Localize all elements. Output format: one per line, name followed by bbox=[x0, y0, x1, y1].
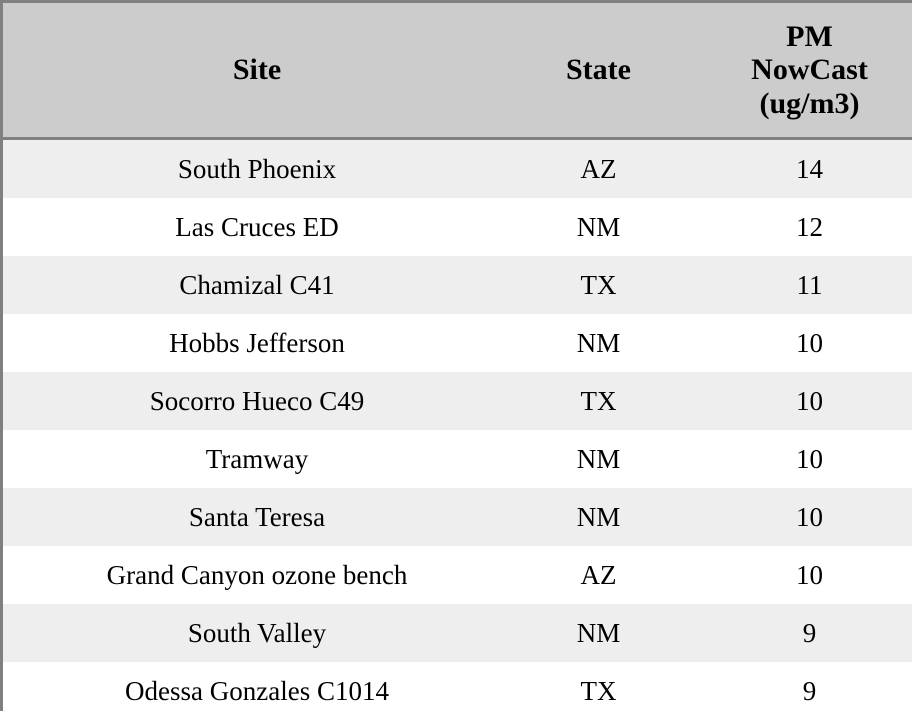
cell-site: Chamizal C41 bbox=[3, 256, 511, 314]
cell-state: TX bbox=[511, 372, 686, 430]
column-header-pm-nowcast-line3: (ug/m3) bbox=[690, 87, 912, 121]
column-header-pm-nowcast-line1: PM bbox=[690, 20, 912, 54]
cell-state: TX bbox=[511, 662, 686, 720]
table-header-row bbox=[3, 3, 912, 139]
cell-value: 10 bbox=[686, 546, 912, 604]
cell-state: NM bbox=[511, 430, 686, 488]
table-row bbox=[3, 372, 912, 430]
cell-site: South Phoenix bbox=[3, 139, 511, 199]
column-header-state-label: State bbox=[566, 53, 631, 86]
cell-site: Santa Teresa bbox=[3, 488, 511, 546]
cell-value: 9 bbox=[686, 662, 912, 720]
column-header-site bbox=[3, 3, 511, 139]
column-header-site-label: Site bbox=[233, 53, 281, 86]
cell-value: 10 bbox=[686, 430, 912, 488]
table-row bbox=[3, 430, 912, 488]
cell-state: NM bbox=[511, 198, 686, 256]
cell-value: 10 bbox=[686, 314, 912, 372]
column-header-pm-nowcast-line2: NowCast bbox=[690, 53, 912, 87]
cell-state: AZ bbox=[511, 546, 686, 604]
table-row bbox=[3, 488, 912, 546]
cell-site: Socorro Hueco C49 bbox=[3, 372, 511, 430]
air-quality-table bbox=[3, 3, 912, 720]
cell-value: 14 bbox=[686, 139, 912, 199]
table-body bbox=[3, 139, 912, 720]
cell-state: NM bbox=[511, 604, 686, 662]
cell-value: 9 bbox=[686, 604, 912, 662]
cell-site: Grand Canyon ozone bench bbox=[3, 546, 511, 604]
cell-state: AZ bbox=[511, 139, 686, 199]
table-row bbox=[3, 139, 912, 199]
cell-site: Las Cruces ED bbox=[3, 198, 511, 256]
cell-value: 10 bbox=[686, 488, 912, 546]
cell-state: NM bbox=[511, 314, 686, 372]
cell-value: 11 bbox=[686, 256, 912, 314]
cell-site: Tramway bbox=[3, 430, 511, 488]
cell-site: South Valley bbox=[3, 604, 511, 662]
cell-state: TX bbox=[511, 256, 686, 314]
table-row bbox=[3, 256, 912, 314]
cell-value: 12 bbox=[686, 198, 912, 256]
cell-value: 10 bbox=[686, 372, 912, 430]
cell-site: Hobbs Jefferson bbox=[3, 314, 511, 372]
table-row bbox=[3, 314, 912, 372]
table-header bbox=[3, 3, 912, 139]
table-row bbox=[3, 546, 912, 604]
column-header-pm-nowcast bbox=[686, 3, 912, 139]
table-row bbox=[3, 662, 912, 720]
cell-state: NM bbox=[511, 488, 686, 546]
table-row bbox=[3, 198, 912, 256]
table-row bbox=[3, 604, 912, 662]
cell-site: Odessa Gonzales C1014 bbox=[3, 662, 511, 720]
column-header-state bbox=[511, 3, 686, 139]
